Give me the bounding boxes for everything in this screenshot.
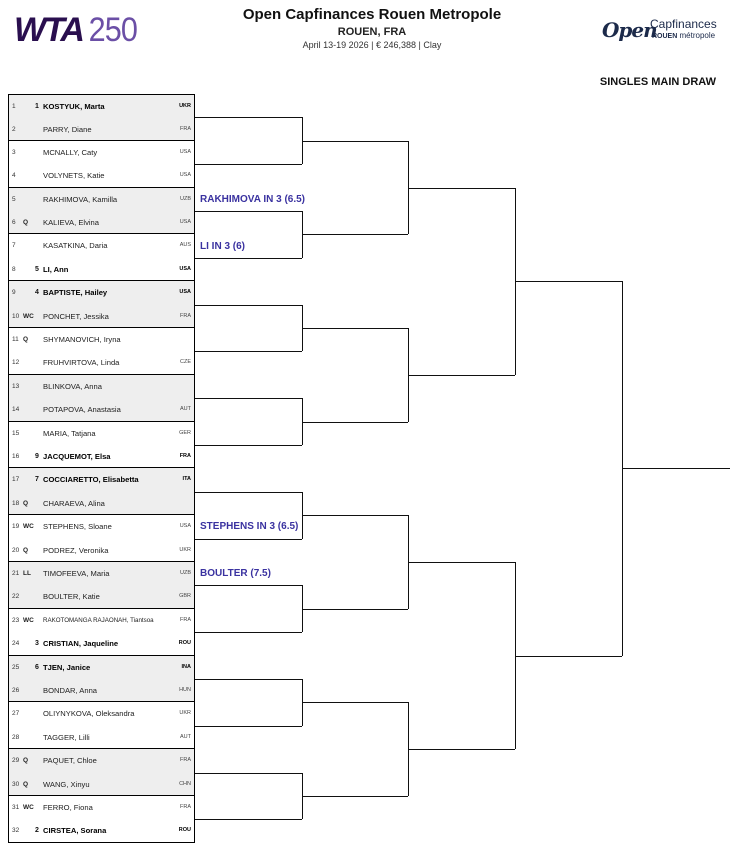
player-name: POTAPOVA, Anastasia <box>43 405 121 415</box>
match-group <box>8 281 195 328</box>
player-country: AUS <box>179 242 191 249</box>
player-row[interactable] <box>9 679 194 702</box>
entry-type: WC <box>23 803 34 811</box>
player-row[interactable] <box>9 656 194 679</box>
draw-position: 1 <box>12 103 16 110</box>
seed-number: 4 <box>35 289 39 297</box>
wta-tier-text: 250 <box>88 11 137 49</box>
player-name: JACQUEMOT, Elsa <box>43 451 111 461</box>
seed-number: 2 <box>35 827 39 835</box>
player-row[interactable] <box>9 749 194 772</box>
seed-number: 3 <box>35 640 39 648</box>
match-group <box>8 656 195 703</box>
player-country: FRA <box>180 803 191 810</box>
player-row[interactable] <box>9 398 194 421</box>
bracket-line <box>195 117 302 118</box>
player-name: MCNALLY, Caty <box>43 147 98 157</box>
player-name: KASATKINA, Daria <box>43 241 108 251</box>
bracket-line <box>195 258 302 259</box>
draw-table <box>8 94 195 843</box>
player-name: SHYMANOVICH, Iryna <box>43 334 121 344</box>
draw-position: 8 <box>12 265 16 273</box>
bracket-line <box>515 656 622 657</box>
draw-position: 5 <box>12 195 16 203</box>
player-row[interactable] <box>9 632 194 655</box>
draw-position: 12 <box>12 359 20 367</box>
player-row[interactable] <box>9 796 194 819</box>
player-name: PODREZ, Veronika <box>43 545 109 555</box>
player-row[interactable] <box>9 281 194 304</box>
seed-number: 1 <box>35 103 39 110</box>
player-country: FRA <box>180 616 191 623</box>
player-name: RAKOTOMANGA RAJAONAH, Tiantsoa <box>43 616 154 624</box>
bracket-line <box>408 375 515 376</box>
player-row[interactable] <box>9 375 194 398</box>
player-name: FRUHVIRTOVA, Linda <box>43 358 120 368</box>
draw-position: 11 <box>12 335 19 343</box>
match-group <box>8 234 195 281</box>
player-row[interactable] <box>9 328 194 351</box>
bracket-line <box>302 328 408 329</box>
sponsor-sub-text <box>652 31 715 40</box>
player-row[interactable] <box>9 211 194 234</box>
player-row[interactable] <box>9 726 194 749</box>
entry-type: WC <box>23 616 34 624</box>
pick-label: STEPHENS IN 3 (6.5) <box>200 521 299 532</box>
player-country: INA <box>181 663 191 670</box>
player-name: MARIA, Tatjana <box>43 428 96 438</box>
player-row[interactable] <box>9 188 194 211</box>
player-row[interactable] <box>9 422 194 445</box>
player-country: GER <box>179 429 191 436</box>
sponsor-sub-bold: ROUEN <box>652 33 678 40</box>
match-group <box>8 94 195 141</box>
player-country: UZB <box>180 195 191 202</box>
player-name: TIMOFEEVA, Maria <box>43 568 110 578</box>
seed-number: 7 <box>35 476 39 484</box>
draw-position: 29 <box>12 757 20 765</box>
match-group <box>8 328 195 375</box>
bracket-line <box>302 702 408 703</box>
pick-label: RAKHIMOVA IN 3 (6.5) <box>200 194 306 205</box>
player-name: BONDAR, Anna <box>43 685 98 695</box>
player-name: VOLYNETS, Katie <box>43 171 105 181</box>
bracket-line <box>195 445 302 446</box>
match-group <box>8 188 195 235</box>
draw-position: 10 <box>12 312 20 320</box>
bracket-line <box>408 562 515 563</box>
draw-position: 19 <box>12 523 20 531</box>
player-country: AUT <box>180 733 191 740</box>
player-row[interactable] <box>9 702 194 725</box>
draw-label: SINGLES MAIN DRAW <box>599 76 716 88</box>
draw-position: 4 <box>12 172 16 180</box>
match-group <box>8 422 195 469</box>
tournament-info: April 13-19 2026 | € 246,388 | Clay <box>302 40 442 50</box>
match-group <box>8 702 195 749</box>
entry-type: LL <box>23 569 31 577</box>
bracket-line <box>195 211 302 212</box>
player-country: USA <box>179 148 191 155</box>
bracket-line <box>408 749 515 750</box>
player-country: FRA <box>180 757 191 764</box>
draw-position: 7 <box>12 242 16 250</box>
player-row[interactable] <box>9 819 194 842</box>
entry-type: Q <box>23 218 29 226</box>
player-name: KALIEVA, Elvina <box>43 217 99 227</box>
bracket-line <box>195 492 302 493</box>
draw-position: 15 <box>12 429 20 437</box>
player-row[interactable] <box>9 609 194 632</box>
player-country: ROU <box>178 640 191 647</box>
player-country: FRA <box>180 126 191 133</box>
bracket-line <box>195 585 302 586</box>
player-name: WANG, Xinyu <box>43 779 90 789</box>
draw-position: 32 <box>12 827 20 835</box>
player-country: ITA <box>182 476 191 483</box>
draw-position: 14 <box>12 406 20 414</box>
bracket-line <box>195 773 302 774</box>
draw-position: 17 <box>12 476 20 484</box>
player-name: BOULTER, Katie <box>43 592 100 602</box>
player-country: UKR <box>179 710 191 717</box>
entry-type: Q <box>23 546 29 554</box>
bracket-line <box>195 351 302 352</box>
player-country: UZB <box>180 569 191 576</box>
draw-position: 22 <box>12 593 20 601</box>
wta-logo-text: WTA <box>14 11 83 49</box>
bracket-line <box>195 632 302 633</box>
draw-position: 25 <box>12 663 20 671</box>
entry-type: Q <box>23 499 29 507</box>
match-group <box>8 749 195 796</box>
player-name: CHARAEVA, Alina <box>43 498 105 508</box>
bracket-line <box>302 422 408 423</box>
player-row[interactable] <box>9 234 194 257</box>
player-name: PARRY, Diane <box>43 125 92 135</box>
player-country: USA <box>179 289 191 296</box>
player-name: TAGGER, Lilli <box>43 732 90 742</box>
player-country: FRA <box>179 452 191 459</box>
player-country: FRA <box>180 312 191 319</box>
player-name: BAPTISTE, Hailey <box>43 288 108 298</box>
player-name: KOSTYUK, Marta <box>43 102 105 111</box>
player-name: LI, Ann <box>43 264 69 274</box>
player-name: PAQUET, Chloe <box>43 756 97 766</box>
draw-position: 31 <box>12 803 20 811</box>
pick-label: LI IN 3 (6) <box>200 241 246 252</box>
player-row[interactable] <box>9 95 194 118</box>
player-row[interactable] <box>9 164 194 187</box>
tournament-title: Open Capfinances Rouen Metropole <box>242 6 502 23</box>
player-country: USA <box>179 523 191 530</box>
seed-number: 9 <box>35 452 39 460</box>
entry-type: Q <box>23 335 29 343</box>
sponsor-brand-text: Capfinances <box>650 17 717 31</box>
player-country: AUT <box>180 406 191 413</box>
bracket-line <box>302 609 408 610</box>
bracket-line <box>515 281 622 282</box>
sponsor-logo <box>602 16 732 46</box>
draw-position: 30 <box>12 780 20 788</box>
player-country: HUN <box>179 686 191 693</box>
player-row[interactable] <box>9 118 194 141</box>
tournament-city: ROUEN, FRA <box>337 26 407 38</box>
player-row[interactable] <box>9 562 194 585</box>
match-group <box>8 796 195 843</box>
player-row[interactable] <box>9 585 194 608</box>
bracket-line <box>302 796 408 797</box>
entry-type: Q <box>23 780 29 788</box>
player-name: TJEN, Janice <box>43 662 91 672</box>
bracket-line <box>195 305 302 306</box>
bracket-line <box>195 164 302 165</box>
player-name: RAKHIMOVA, Kamilla <box>43 194 118 204</box>
match-group <box>8 515 195 562</box>
match-group <box>8 468 195 515</box>
player-row[interactable] <box>9 305 194 328</box>
match-group <box>8 141 195 188</box>
bracket-line <box>195 726 302 727</box>
player-name: BLINKOVA, Anna <box>43 381 102 391</box>
player-name: FERRO, Fiona <box>43 802 93 812</box>
bracket-line <box>195 539 302 540</box>
entry-type: WC <box>23 312 34 320</box>
draw-position: 21 <box>12 569 20 577</box>
draw-position: 6 <box>12 218 16 226</box>
entry-type: WC <box>23 523 34 531</box>
player-country: GBR <box>179 593 191 600</box>
bracket-line <box>302 141 408 142</box>
draw-position: 27 <box>12 710 20 718</box>
entry-type: Q <box>23 757 29 765</box>
player-row[interactable] <box>9 515 194 538</box>
bracket-line <box>195 398 302 399</box>
draw-position: 3 <box>12 148 16 156</box>
player-row[interactable] <box>9 141 194 164</box>
player-name: PONCHET, Jessika <box>43 311 109 321</box>
player-row[interactable] <box>9 258 194 281</box>
seed-number: 6 <box>35 663 39 671</box>
bracket-line <box>408 188 515 189</box>
player-row[interactable] <box>9 351 194 374</box>
player-row[interactable] <box>9 773 194 796</box>
match-group <box>8 609 195 656</box>
bracket-line <box>195 679 302 680</box>
player-name: CIRSTEA, Sorana <box>43 826 107 836</box>
bracket-line <box>302 234 408 235</box>
player-country: ROU <box>178 827 191 834</box>
player-row[interactable] <box>9 445 194 468</box>
pick-label: BOULTER (7.5) <box>200 568 271 579</box>
draw-position: 26 <box>12 686 20 694</box>
player-name: OLIYNYKOVA, Oleksandra <box>43 709 135 719</box>
player-row[interactable] <box>9 492 194 515</box>
draw-position: 9 <box>12 289 16 297</box>
player-country: CHN <box>179 780 191 787</box>
match-group <box>8 562 195 609</box>
player-country: USA <box>179 218 191 225</box>
draw-position: 2 <box>12 126 16 134</box>
player-name: STEPHENS, Sloane <box>43 522 112 532</box>
player-country: CZE <box>180 359 191 366</box>
player-country: USA <box>179 172 191 179</box>
seed-number: 5 <box>35 265 39 273</box>
draw-position: 24 <box>12 640 20 648</box>
sponsor-sub-rest: métropole <box>677 31 716 40</box>
player-name: CRISTIAN, Jaqueline <box>43 639 119 649</box>
draw-position: 23 <box>12 616 20 624</box>
player-country: UKR <box>179 103 191 109</box>
player-name: COCCIARETTO, Elisabetta <box>43 475 139 485</box>
draw-position: 20 <box>12 546 20 554</box>
bracket-line <box>622 468 730 469</box>
sponsor-open-text: Open <box>602 18 657 42</box>
match-group <box>8 375 195 422</box>
draw-position: 28 <box>12 733 20 741</box>
bracket-line <box>302 515 408 516</box>
draw-position: 18 <box>12 499 20 507</box>
player-row[interactable] <box>9 468 194 491</box>
player-country: USA <box>179 265 191 272</box>
draw-position: 13 <box>12 382 20 390</box>
draw-position: 16 <box>12 452 20 460</box>
player-row[interactable] <box>9 539 194 562</box>
player-country: UKR <box>179 546 191 553</box>
bracket-line <box>195 819 302 820</box>
